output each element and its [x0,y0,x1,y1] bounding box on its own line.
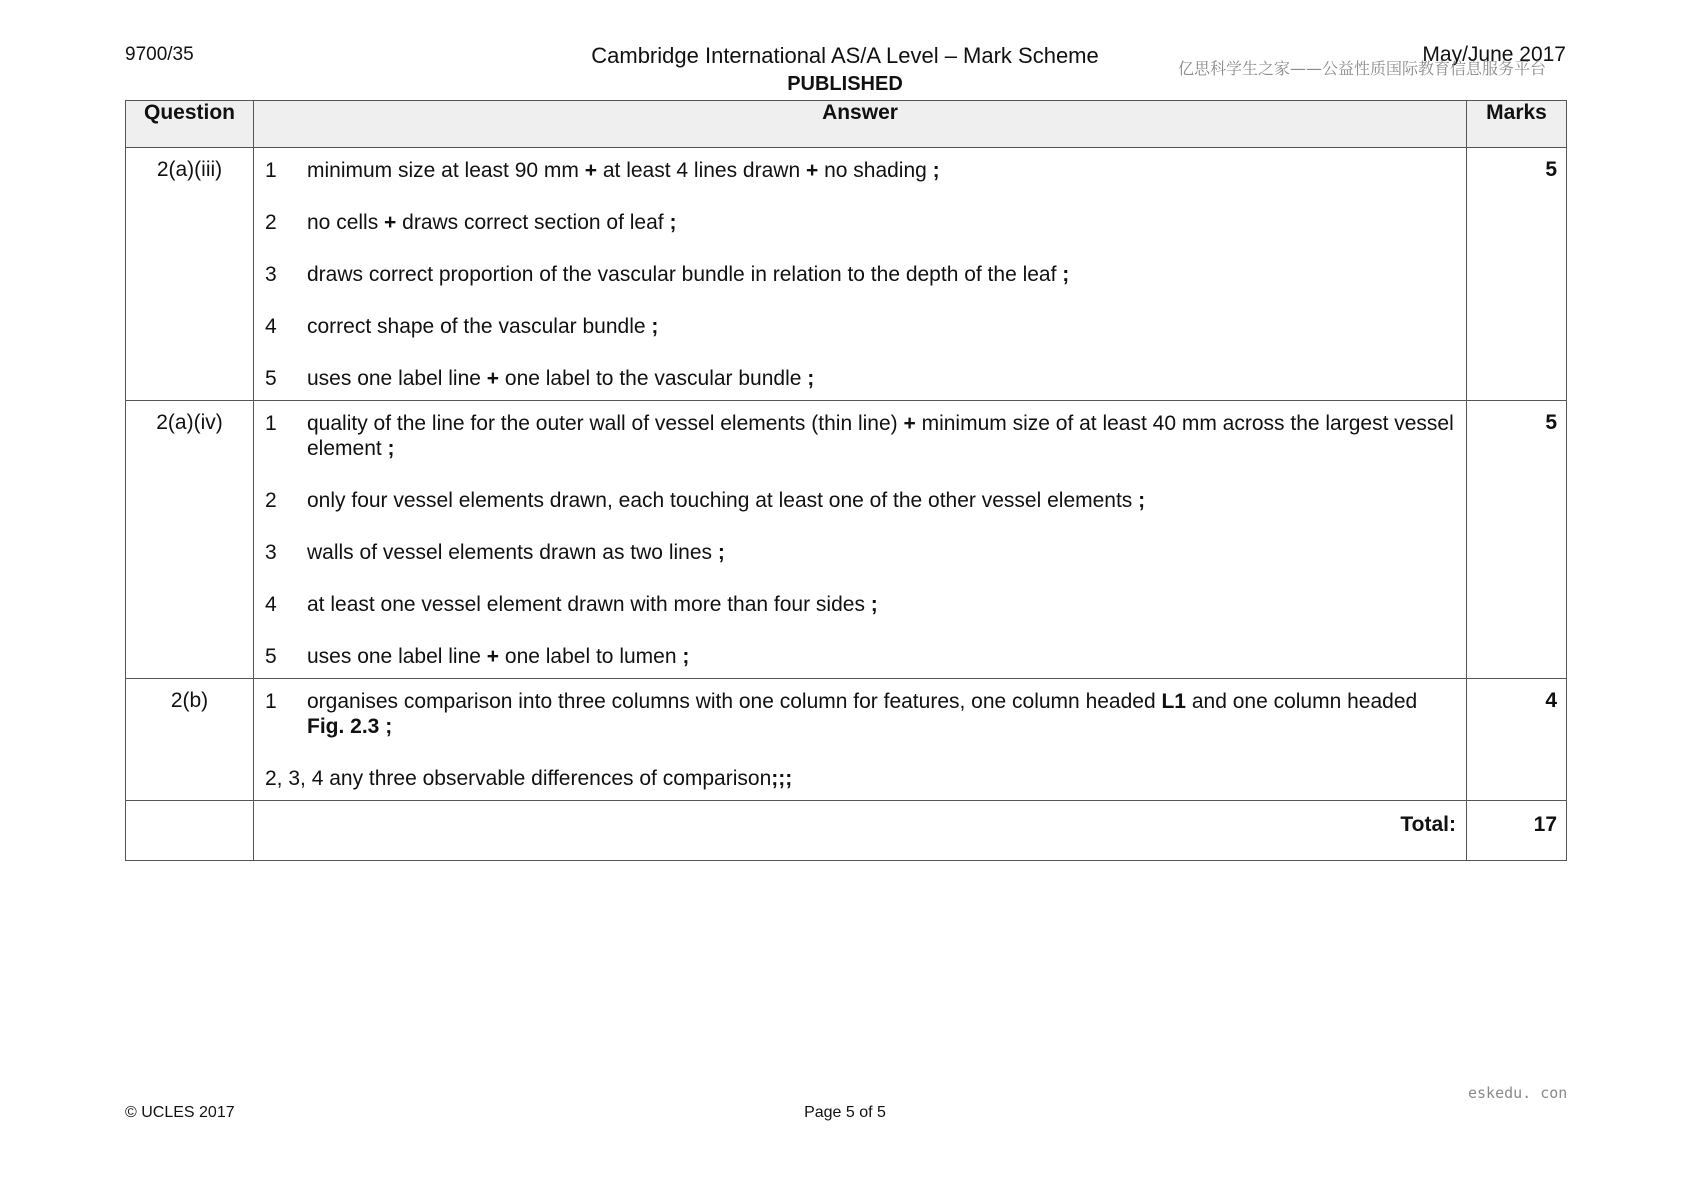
point-text: uses one label line + one label to lumen ; [307,645,690,668]
answer-point [265,314,1454,339]
question-cell: 2(b) [126,679,254,801]
answer-point [265,644,1454,669]
question-cell: 2(a)(iii) [126,148,254,401]
answer-point [265,366,1454,391]
point-text: uses one label line + one label to the vascular bundle ; [307,367,815,390]
exam-session: May/June 2017 [1422,43,1566,66]
point-text: organises comparison into three columns with one column for features, one column headed L1 and one column headed Fig. 2.3 ; [307,690,1418,738]
marks-cell: 5 [1467,401,1567,679]
point-number: 1 [265,412,277,435]
point-text: draws correct proportion of the vascular bundle in relation to the depth of the leaf ; [307,263,1070,286]
answer-point [265,592,1454,617]
column-header-question: Question [126,101,254,148]
point-number: 3 [265,263,277,286]
paper-code: 9700/35 [125,44,194,65]
point-number: 2 [265,211,277,234]
point-text: only four vessel elements drawn, each touching at least one of the other vessel elements ; [307,489,1146,512]
answer-point [265,158,1454,183]
point-text: correct shape of the vascular bundle ; [307,315,659,338]
table-row [126,679,1567,801]
answer-point-grouped: 2, 3, 4 any three observable differences of comparison ;;; [265,767,793,790]
table-header-row [126,101,1567,148]
marks-cell: 4 [1467,679,1567,801]
answer-point [265,488,1454,513]
total-row [126,801,1567,861]
watermark: 亿思科学生之家——公益性质国际教育信息服务平台 [1178,59,1547,78]
table-row [126,148,1567,401]
table-body [126,148,1567,801]
site-watermark: eskedu. con [1468,1084,1568,1102]
mark-scheme-table [125,100,1567,861]
total-label: Total: [254,801,1467,861]
answer-point [265,689,1454,739]
page-number: Page 5 of 5 [804,1104,886,1121]
answer-point [265,210,1454,235]
column-header-answer: Answer [254,101,1467,148]
point-text: minimum size at least 90 mm + at least 4 lines drawn + no shading ; [307,159,940,182]
answer-cell [254,679,1467,801]
copyright: © UCLES 2017 [125,1104,235,1121]
point-number: 2 [265,489,277,512]
answer-cell [254,401,1467,679]
point-number: 1 [265,159,277,182]
point-text: quality of the line for the outer wall of vessel elements (thin line) + minimum size of at least 40 mm across the largest vessel element ; [307,412,1454,460]
question-cell: 2(a)(iv) [126,401,254,679]
table-row [126,401,1567,679]
answer-point [265,540,1454,565]
point-number: 5 [265,367,277,390]
document-subtitle: PUBLISHED [787,73,903,95]
document-title: Cambridge International AS/A Level – Mark Scheme [591,43,1099,68]
point-text: walls of vessel elements drawn as two lines ; [307,541,725,564]
point-number: 1 [265,690,277,713]
point-text: at least one vessel element drawn with more than four sides ; [307,593,878,616]
point-number: 3 [265,541,277,564]
total-value: 17 [1467,801,1567,861]
marks-cell: 5 [1467,148,1567,401]
answer-point [265,411,1454,461]
point-number: 4 [265,593,277,616]
point-text: no cells + draws correct section of leaf ; [307,211,677,234]
answer-point [265,262,1454,287]
document-header [580,43,1110,96]
point-number: 4 [265,315,277,338]
point-number: 5 [265,645,277,668]
column-header-marks: Marks [1467,101,1567,148]
answer-cell [254,148,1467,401]
total-empty-cell [126,801,254,861]
